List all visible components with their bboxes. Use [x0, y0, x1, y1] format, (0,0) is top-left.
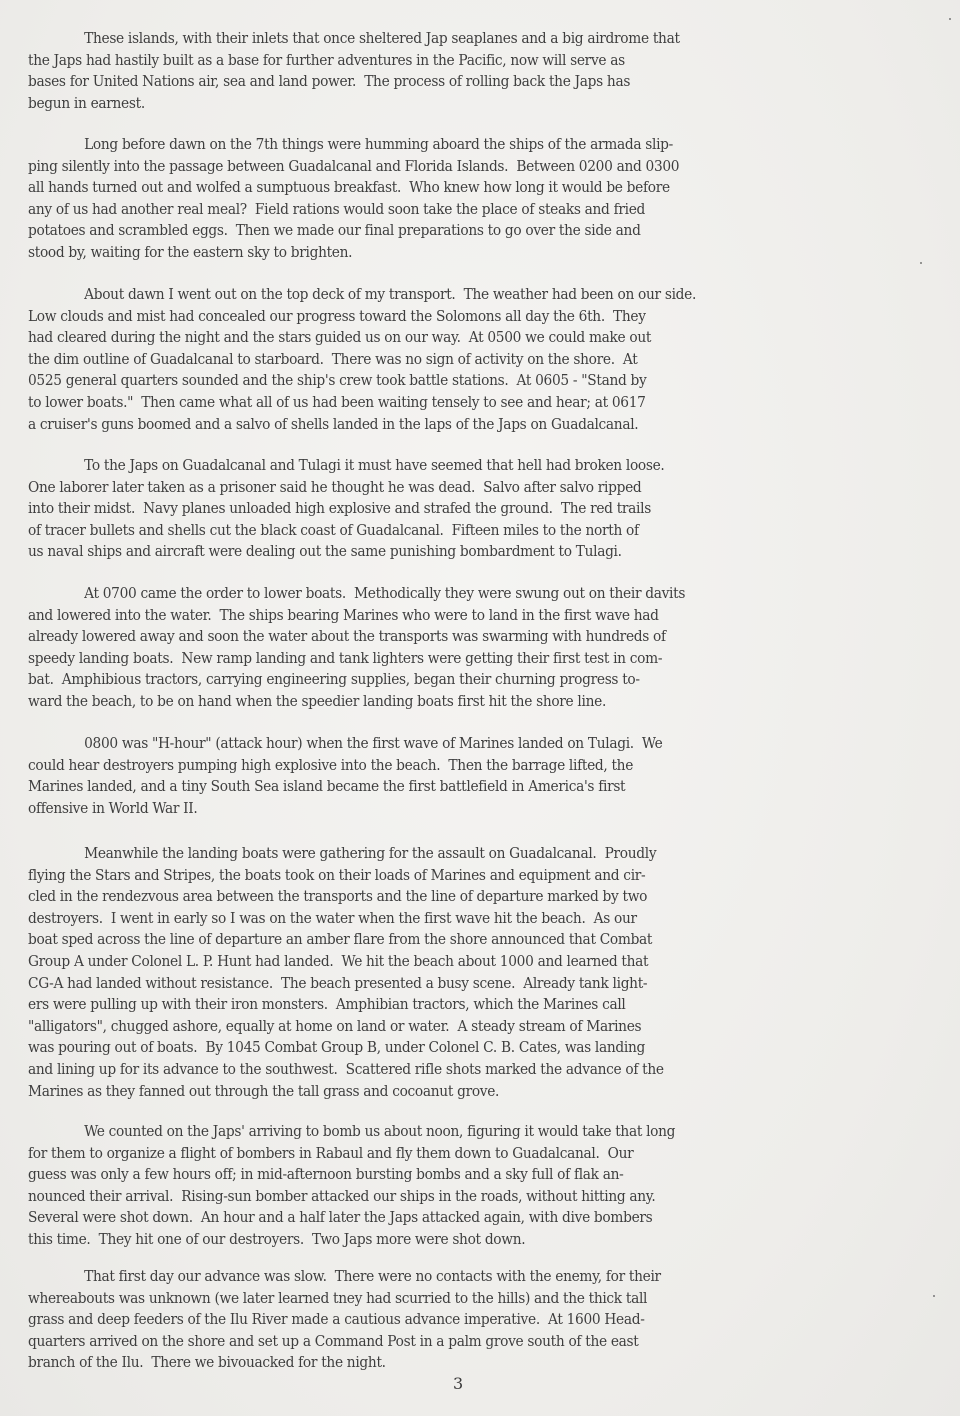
text-line: and lining up for its advance to the southwest. Scattered rifle shots marked the advance of the — [28, 1059, 664, 1078]
paragraph — [28, 284, 943, 435]
text-line: 0800 was "H-hour" (attack hour) when the first wave of Marines landed on Tulagi. We — [84, 734, 663, 752]
text-line: branch of the Ilu. There we bivouacked for the night. — [28, 1353, 386, 1372]
paragraph — [28, 455, 943, 563]
text-line: These islands, with their inlets that once sheltered Jap seaplanes and a big airdrome that — [84, 29, 680, 47]
text-line: Low clouds and mist had concealed our progress toward the Solomons all day the 6th. They — [28, 306, 646, 325]
text-line: the dim outline of Guadalcanal to starboard. There was no sign of activity on the shore. At — [28, 349, 638, 368]
text-line: and lowered into the water. The ships bearing Marines who were to land in the first wave had — [28, 605, 659, 624]
paragraph — [28, 843, 943, 1102]
text-line: bases for United Nations air, sea and land power. The process of rolling back the Japs has — [28, 72, 631, 91]
text-line: a cruiser's guns boomed and a salvo of shells landed in the laps of the Japs on Guadalcanal. — [28, 414, 639, 433]
paragraph — [28, 733, 943, 819]
text-line: nounced their arrival. Rising-sun bomber attacked our ships in the roads, without hitting any. — [28, 1186, 656, 1205]
text-line: grass and deep feeders of the Ilu River made a cautious advance imperative. At 1600 Head- — [28, 1310, 645, 1329]
text-line: flying the Stars and Stripes, the boats took on their loads of Marines and equipment and cir- — [28, 865, 646, 884]
text-line: potatoes and scrambled eggs. Then we made our final preparations to go over the side and — [28, 221, 641, 240]
text-line: One laborer later taken as a prisoner said he thought he was dead. Salvo after salvo ripped — [28, 477, 642, 496]
paragraph — [28, 583, 943, 713]
text-line: ers were pulling up with their iron monsters. Amphibian tractors, which the Marines call — [28, 995, 626, 1014]
text-line: already lowered away and soon the water about the transports was swarming with hundreds of — [28, 627, 666, 646]
text-line: cled in the rendezvous area between the transports and the line of departure marked by two — [28, 887, 648, 906]
text-line: all hands turned out and wolfed a sumptuous breakfast. Who knew how long it would be before — [28, 178, 670, 197]
text-line: for them to organize a flight of bombers in Rabaul and fly them down to Guadalcanal. Our — [28, 1143, 634, 1162]
text-line: was pouring out of boats. By 1045 Combat Group B, under Colonel C. B. Cates, was landing — [28, 1038, 646, 1057]
text-line: quarters arrived on the shore and set up a Command Post in a palm grove south of the east — [28, 1331, 639, 1350]
text-line: boat sped across the line of departure an amber flare from the shore announced that Combat — [28, 930, 653, 949]
text-line: begun in earnest. — [28, 93, 145, 112]
text-line: the Japs had hastily built as a base for further adventures in the Pacific, now will serve as — [28, 50, 625, 69]
text-line: to lower boats." Then came what all of us had been waiting tensely to see and hear; at 0617 — [28, 392, 646, 411]
text-line: "alligators", chugged ashore, equally at home on land or water. A steady stream of Marines — [28, 1016, 642, 1035]
text-line: any of us had another real meal? Field rations would soon take the place of steaks and fried — [28, 199, 645, 218]
text-line: We counted on the Japs' arriving to bomb us about noon, figuring it would take that long — [84, 1122, 676, 1140]
paragraph — [28, 1266, 943, 1374]
text-line: To the Japs on Guadalcanal and Tulagi it must have seemed that hell had broken loose. — [84, 456, 665, 474]
text-line: bat. Amphibious tractors, carrying engineering supplies, began their churning progress to- — [28, 670, 640, 689]
text-line: That first day our advance was slow. There were no contacts with the enemy, for their — [84, 1267, 661, 1285]
text-line: ping silently into the passage between Guadalcanal and Florida Islands. Between 0200 and 0300 — [28, 156, 680, 175]
paper-speck — [933, 1295, 935, 1297]
text-line: Meanwhile the landing boats were gathering for the assault on Guadalcanal. Proudly — [84, 844, 657, 862]
page-number: 3 — [453, 1374, 464, 1393]
text-line: ward the beach, to be on hand when the speedier landing boats first hit the shore line. — [28, 691, 606, 710]
paper-speck — [920, 262, 922, 264]
text-line: Marines as they fanned out through the tall grass and cocoanut grove. — [28, 1081, 500, 1100]
text-line: of tracer bullets and shells cut the black coast of Guadalcanal. Fifteen miles to the north of — [28, 520, 639, 539]
paragraph — [28, 134, 943, 264]
text-line: offensive in World War II. — [28, 798, 198, 817]
text-line: Long before dawn on the 7th things were humming aboard the ships of the armada slip- — [84, 135, 673, 153]
text-line: 0525 general quarters sounded and the ship's crew took battle stations. At 0605 - "Stand by — [28, 371, 647, 390]
text-line: had cleared during the night and the stars guided us on our way. At 0500 we could make out — [28, 328, 652, 347]
text-line: Several were shot down. An hour and a half later the Japs attacked again, with dive bombers — [28, 1208, 653, 1227]
text-line: At 0700 came the order to lower boats. Methodically they were swung out on their davits — [84, 584, 686, 602]
text-line: About dawn I went out on the top deck of my transport. The weather had been on our side. — [84, 285, 697, 303]
text-line: speedy landing boats. New ramp landing and tank lighters were getting their first test in com- — [28, 648, 663, 667]
text-line: us naval ships and aircraft were dealing out the same punishing bombardment to Tulagi. — [28, 542, 622, 561]
text-line: into their midst. Navy planes unloaded high explosive and strafed the ground. The red trails — [28, 499, 651, 518]
paragraph — [28, 1121, 943, 1251]
text-line: stood by, waiting for the eastern sky to brighten. — [28, 242, 353, 261]
text-line: could hear destroyers pumping high explosive into the beach. Then the barrage lifted, the — [28, 755, 634, 774]
text-line: guess was only a few hours off; in mid-afternoon bursting bombs and a sky full of flak an- — [28, 1165, 624, 1184]
text-line: Marines landed, and a tiny South Sea island became the first battlefield in America's first — [28, 777, 626, 796]
text-line: whereabouts was unknown (we later learned tney had scurried to the hills) and the thick tall — [28, 1288, 648, 1307]
paper-speck — [949, 18, 951, 20]
text-line: destroyers. I went in early so I was on the water when the first wave hit the beach. As our — [28, 908, 637, 927]
text-line: Group A under Colonel L. P. Hunt had landed. We hit the beach about 1000 and learned that — [28, 951, 649, 970]
text-line: CG-A had landed without resistance. The beach presented a busy scene. Already tank light- — [28, 973, 648, 992]
text-line: this time. They hit one of our destroyers. Two Japs more were shot down. — [28, 1229, 526, 1248]
paragraph — [28, 28, 943, 114]
